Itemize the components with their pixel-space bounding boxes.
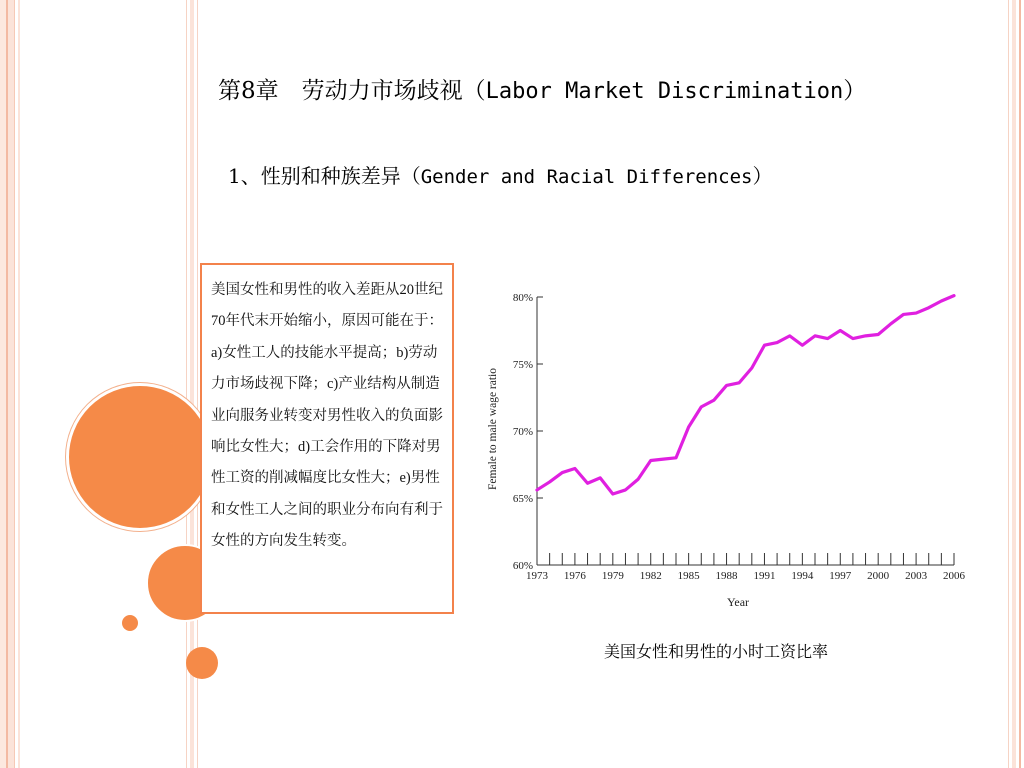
decor-circle-tiny	[186, 647, 218, 679]
left-stripe-6	[186, 0, 187, 768]
data-point-1990	[751, 367, 753, 369]
data-point-1985	[687, 426, 689, 428]
x-tick-label-1982: 1982	[639, 570, 662, 582]
chart-caption: 美国女性和男性的小时工资比率	[604, 642, 829, 661]
data-point-2004	[928, 307, 930, 309]
right-stripe-2	[1012, 0, 1016, 768]
page-title-cn: 第8章 劳动力市场歧视（	[218, 78, 486, 104]
data-point-1989	[738, 382, 740, 384]
data-point-2001	[890, 323, 892, 325]
data-point-1991	[763, 344, 765, 346]
right-stripe-1	[1008, 0, 1009, 768]
data-point-1987	[713, 399, 715, 401]
x-tick-label-1973: 1973	[526, 570, 548, 582]
y-tick-label-60: 60%	[512, 560, 533, 572]
data-point-1986	[700, 406, 702, 408]
decor-circle-large	[66, 383, 214, 531]
explanation-textbox	[200, 263, 454, 614]
page-title	[218, 72, 866, 105]
data-point-1976	[574, 467, 576, 469]
data-point-1978	[599, 477, 601, 479]
data-point-1982	[650, 459, 652, 461]
data-point-2005	[940, 300, 942, 302]
data-point-1999	[864, 335, 866, 337]
data-point-2002	[902, 313, 904, 315]
x-tick-label-1979: 1979	[601, 570, 624, 582]
data-point-1981	[637, 478, 639, 480]
data-point-1977	[586, 482, 588, 484]
data-point-1994	[801, 344, 803, 346]
wage-ratio-chart	[482, 282, 972, 617]
data-point-2000	[877, 333, 879, 335]
data-point-1993	[789, 335, 791, 337]
decor-circle-small	[122, 615, 138, 631]
x-tick-label-2006: 2006	[943, 570, 965, 582]
right-stripe-3	[1019, 0, 1021, 768]
page-title-en: Labor Market Discrimination	[485, 79, 844, 104]
x-tick-label-2003: 2003	[905, 570, 928, 582]
x-tick-label-1994: 1994	[791, 570, 814, 582]
data-point-1997	[839, 329, 841, 331]
x-tick-label-1997: 1997	[829, 570, 852, 582]
data-point-1979	[612, 493, 614, 495]
explanation-text: 美国女性和男性的收入差距从20世纪70年代末开始缩小，原因可能在于：a)女性工人的技能水平提高；b)劳动力市场歧视下降；c)产业结构从制造业向服务业转变对男性收入的负面影响比女性大；d)工会作用的下降对男性工资的削减幅度比女性大；e)男性和女性工人之间的职业分布向有利于女性的方向发生转变。	[211, 282, 443, 550]
page-title-close: ）	[843, 78, 867, 104]
data-point-1988	[725, 384, 727, 386]
section-heading-close: ）	[752, 164, 773, 188]
y-tick-label-75: 75%	[512, 359, 533, 371]
data-point-1975	[561, 471, 563, 473]
data-point-1995	[814, 335, 816, 337]
y-tick-label-65: 65%	[512, 493, 533, 505]
data-point-2006	[953, 294, 955, 296]
y-axis-label: Female to male wage ratio	[487, 368, 499, 490]
section-heading-en: Gender and Racial Differences	[420, 166, 753, 188]
y-tick-label-80: 80%	[512, 292, 533, 304]
data-point-1980	[624, 489, 626, 491]
data-point-2003	[915, 312, 917, 314]
data-point-1974	[548, 481, 550, 483]
x-axis-label: Year	[726, 595, 750, 609]
section-heading	[228, 160, 772, 189]
section-heading-cn: 1、性别和种族差异（	[228, 164, 421, 188]
x-tick-label-1988: 1988	[715, 570, 738, 582]
data-point-1996	[826, 337, 828, 339]
y-tick-label-70: 70%	[512, 426, 533, 438]
left-stripe-4	[14, 0, 15, 768]
data-point-1992	[776, 341, 778, 343]
series-line-0	[537, 296, 954, 494]
x-tick-label-1976: 1976	[563, 570, 586, 582]
data-point-1998	[852, 337, 854, 339]
left-stripe-5	[18, 0, 20, 768]
data-point-1984	[675, 457, 677, 459]
x-tick-label-1991: 1991	[753, 570, 776, 582]
x-tick-label-1985: 1985	[677, 570, 700, 582]
x-tick-label-2000: 2000	[867, 570, 890, 582]
data-point-1983	[662, 458, 664, 460]
data-point-1973	[536, 489, 538, 491]
